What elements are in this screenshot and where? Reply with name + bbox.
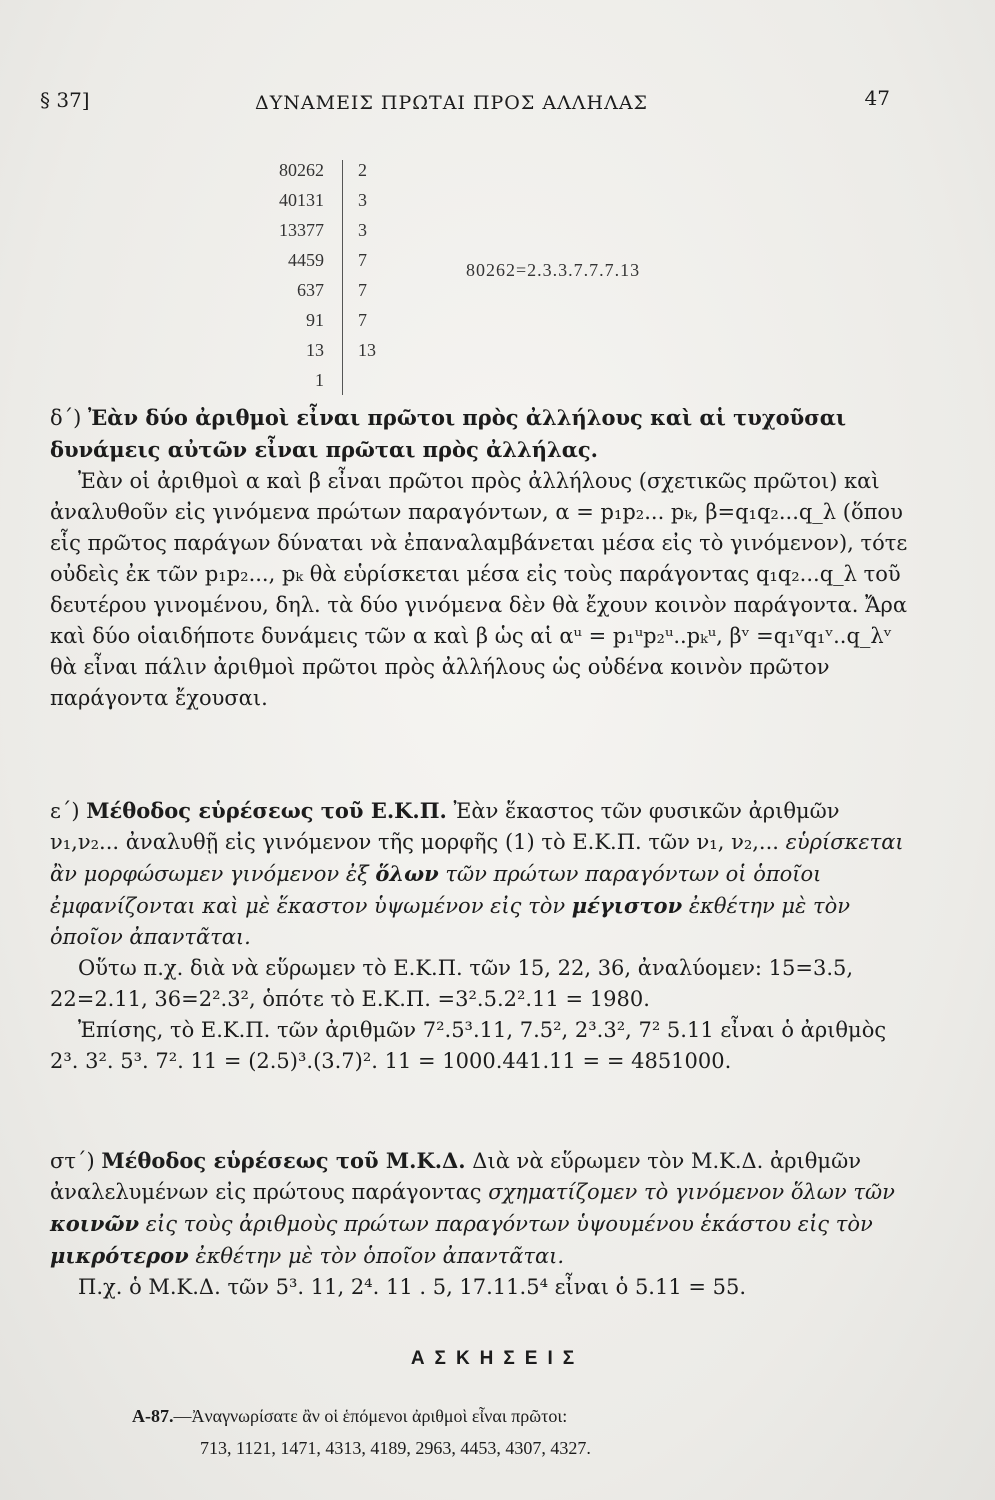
section-e-rule-bold-2: μέγιστον (571, 893, 683, 918)
exercise-line (132, 1400, 892, 1432)
section-e-text (50, 795, 910, 953)
divisor: 2 (358, 160, 367, 180)
section-st-text (50, 1145, 910, 1272)
exercise-numbers: 713, 1121, 1471, 4313, 4189, 2963, 4453, 4307, 4327. (200, 1438, 591, 1458)
section-e-label: ε΄) (50, 799, 87, 823)
section-e-example-1: Οὕτω π.χ. διὰ νὰ εὕρωμεν τὸ Ε.Κ.Π. τῶν 15, 22, 36, ἀναλύομεν: 15=3.5, 22=2.11, 36=2².3², ὁπότε τὸ Ε.Κ.Π. =3².5.2².11 = 1980. (50, 956, 854, 1011)
dividend: 80262 (279, 160, 324, 180)
divisor: 3 (358, 190, 367, 210)
exercise-text: —Ἀναγνωρίσατε ἂν οἱ ἑπόμενοι ἀριθμοὶ εἶναι πρῶτοι: (173, 1406, 568, 1426)
dividend: 4459 (288, 250, 324, 270)
section-e-rule-2: τῶν πρώτων παραγόντων οἱ ὁποῖοι ἐμφανίζονται καὶ μὲ ἕκαστον ὑψωμένον εἰς τὸν (50, 862, 822, 918)
section-st-rule-bold-2: μικρότερον (50, 1243, 189, 1268)
page-number: 47 (864, 86, 890, 110)
section-st-rule-2: εἰς τοὺς ἀριθμοὺς πρώτων παραγόντων ὑψουμένου ἑκάστου εἰς τὸν (139, 1212, 873, 1236)
divisor: 3 (358, 220, 367, 240)
section-st-rule-3: ἐκθέτην μὲ τὸν ὁποῖον ἀπαντᾶται. (188, 1244, 565, 1268)
section-st-label: στ΄) (50, 1149, 102, 1173)
section-d-title: Ἐὰν δύο ἀριθμοὶ εἶναι πρῶτοι πρὸς ἀλλήλους καὶ αἱ τυχοῦσαι δυνάμεις αὐτῶν εἶναι πρῶται πρὸς ἀλλήλας. (50, 405, 847, 462)
exercise-a87 (132, 1400, 892, 1464)
dividend: 91 (306, 310, 324, 330)
factorization-result: 80262=2.3.3.7.7.7.13 (466, 260, 641, 280)
section-st-rule-1: σχηματίζομεν τὸ γινόμενον ὅλων τῶν (488, 1180, 895, 1204)
divisor: 7 (358, 250, 367, 270)
section-e-rule-bold-1: ὅλων (375, 861, 439, 886)
page-header (40, 86, 890, 120)
section-e-example-2: Ἐπίσης, τὸ Ε.Κ.Π. τῶν ἀριθμῶν 7².5³.11, 7.5², 2³.3², 7² 5.11 εἶναι ὁ ἀριθμὸς 2³. 3². 5³. 7². 11 = (2.5)³.(3.7)². 11 = 1000.441.11 = = 4851000. (50, 1018, 887, 1073)
divisor: 13 (358, 340, 376, 360)
dividend: 13377 (279, 220, 324, 240)
section-e (50, 795, 910, 1077)
exercises-title: ΑΣΚΗΣΕΙΣ (410, 1348, 585, 1369)
section-st-title: Μέθοδος εὑρέσεως τοῦ Μ.Κ.Δ. (101, 1148, 466, 1173)
dividend: 13 (306, 340, 324, 360)
section-marker: § 37] (40, 88, 90, 112)
section-d (50, 402, 910, 714)
divisor: 7 (358, 310, 367, 330)
divider-line (342, 160, 343, 395)
running-title: ΔΥΝΑΜΕΙΣ ΠΡΩΤΑΙ ΠΡΟΣ ΑΛΛΗΛΑΣ (255, 92, 648, 114)
section-d-label: δ΄) (50, 406, 89, 430)
section-st (50, 1145, 910, 1303)
dividend: 40131 (279, 190, 324, 210)
factorization-table (228, 160, 748, 400)
section-e-rule-1: εὑρίσκεται ἂν μορφώσωμεν γινόμενον ἐξ (50, 830, 904, 886)
divisor: 7 (358, 280, 367, 300)
section-e-rule-3: ἐκθέτην μὲ τὸν ὁποῖον ἀπαντᾶται. (50, 894, 851, 949)
section-st-example: Π.χ. ὁ Μ.Κ.Δ. τῶν 5³. 11, 2⁴. 11 . 5, 17.11.5⁴ εἶναι ὁ 5.11 = 55. (78, 1275, 747, 1299)
section-st-intro: Διὰ νὰ εὕρωμεν τὸν Μ.Κ.Δ. ἀριθμῶν ἀναλελυμένων εἰς πρώτους παράγοντας (50, 1149, 861, 1204)
section-e-title: Μέθοδος εὑρέσεως τοῦ Ε.Κ.Π. (86, 798, 447, 823)
section-d-heading (50, 402, 910, 466)
section-e-intro: Ἐὰν ἕκαστος τῶν φυσικῶν ἀριθμῶν ν₁,ν₂... ἀναλυθῇ εἰς γινόμενον τῆς μορφῆς (1) τὸ Ε.Κ.Π. τῶν ν₁, ν₂,... (50, 799, 840, 854)
dividend: 1 (315, 370, 324, 390)
section-st-rule-bold-1: κοινῶν (50, 1211, 140, 1236)
section-d-body: Ἐὰν οἱ ἀριθμοὶ α καὶ β εἶναι πρῶτοι πρὸς ἀλλήλους (σχετικῶς πρῶτοι) καὶ ἀναλυθοῦν εἰς γινόμενα πρώτων παραγόντων, α = p₁p₂... pₖ, β=q₁q₂...q_λ (ὅπου εἷς πρῶτος παράγων δύναται νὰ ἐπαναλαμβάνεται μέσα εἰς τὸ γινόμενον), τότε οὐδεὶς ἐκ τῶν p₁p₂..., pₖ θὰ εὑρίσκεται μέσα εἰς τοὺς παράγοντας q₁q₂...q_λ τοῦ δευτέρου γινομένου, δηλ. τὰ δύο γινόμενα δὲν θὰ ἔχουν κοινὸν παράγοντα. Ἄρα καὶ δύο οἱαιδήποτε δυνάμεις τῶν α καὶ β ὡς αἱ αᵘ = p₁ᵘp₂ᵘ..pₖᵘ, βᵛ =q₁ᵛq₁ᵛ..q_λᵛ θὰ εἶναι πάλιν ἀριθμοὶ πρῶτοι πρὸς ἀλλήλους ὡς οὐδένα κοινὸν πρῶτον παράγοντα ἔχουσαι. (50, 469, 908, 710)
exercise-label: Α-87. (132, 1406, 174, 1426)
dividend: 637 (297, 280, 324, 300)
